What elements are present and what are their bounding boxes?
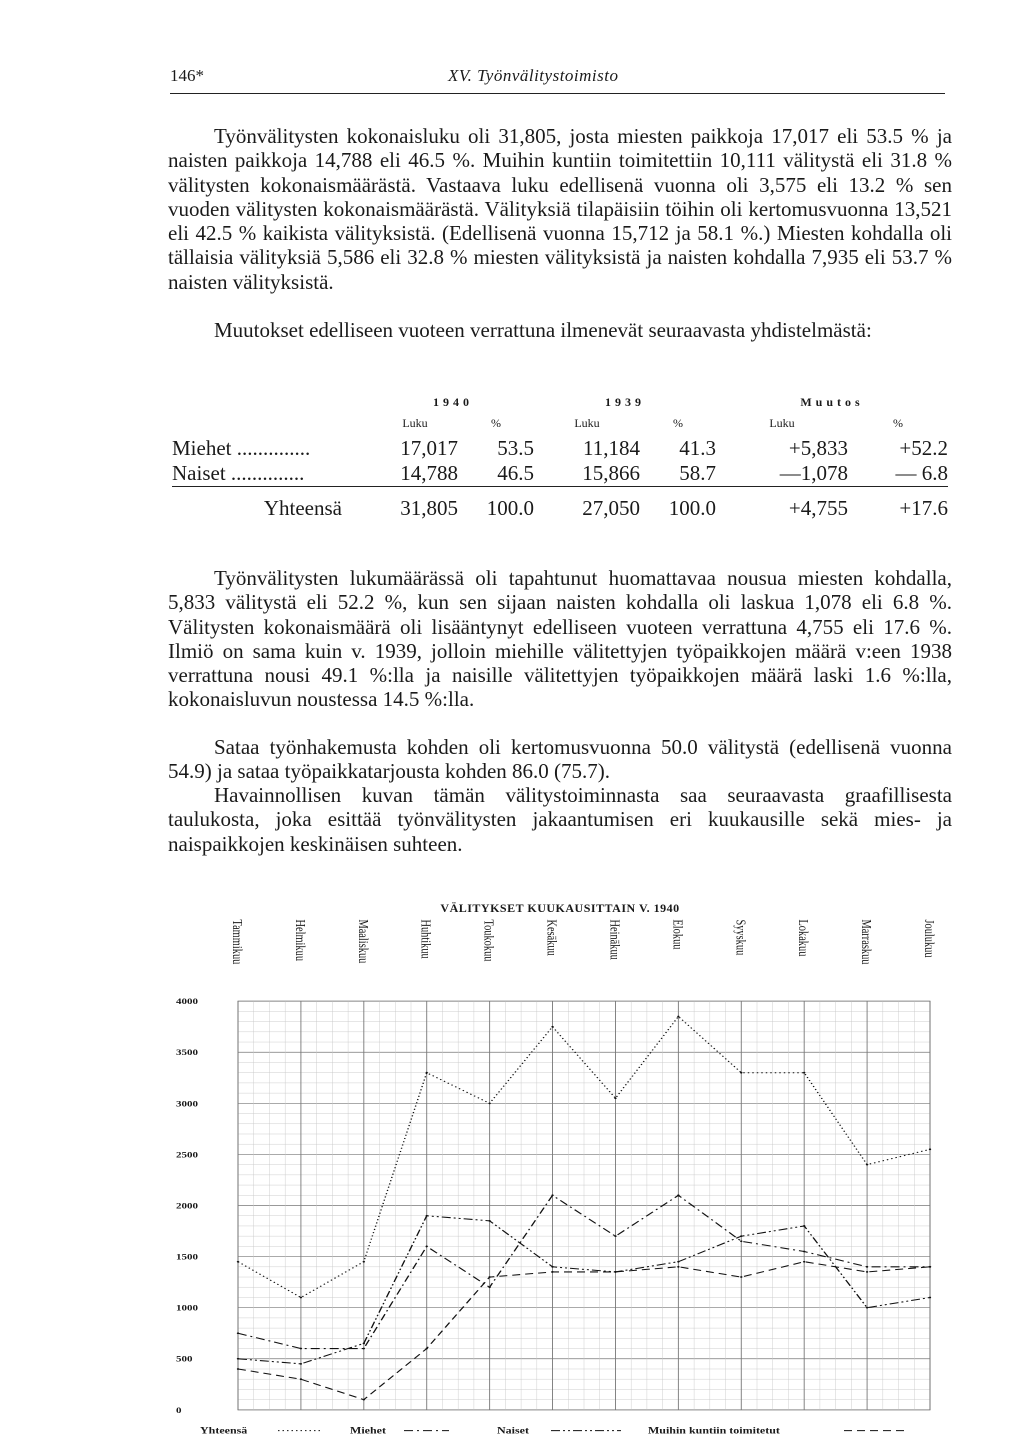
series-point <box>237 1261 239 1263</box>
row-label: Naiset .............. <box>172 461 305 485</box>
series-point <box>866 1307 868 1309</box>
header-rule <box>170 93 945 94</box>
series-point <box>929 1297 931 1299</box>
cell: +4,755 <box>716 487 848 522</box>
series-point <box>929 1266 931 1268</box>
month-label: Tammikuu <box>229 919 246 965</box>
cell: 53.5 <box>497 436 534 460</box>
series-point <box>740 1235 742 1237</box>
series-point <box>551 1194 553 1196</box>
cell: 100.0 <box>458 487 534 522</box>
series-line <box>238 1016 930 1297</box>
y-tick-label: 3500 <box>176 1048 198 1058</box>
legend-label: Muihin kuntiin toimitetut <box>647 1426 780 1437</box>
cell: 46.5 <box>497 461 534 485</box>
table-year-row <box>172 380 948 410</box>
series-line <box>238 1262 930 1400</box>
chart-grid <box>238 1001 930 1410</box>
paragraph-3: Työnvälitysten lukumäärässä oli tapahtunut huomattavaa nousua miesten kohdalla, 5,833 välitystä eli 52.2 %, kun sen sijaan naisten kohdalla oli laskua 1,078 eli 6.8 %. Välitysten kokonaismäärä oli lisääntynyt edelliseen vuoteen verrattuna 4,755 eli 17.6 %. Ilmiö on sama kuin v. 1939, jolloin miehille välitettyjen työpaikkojen määrä v:een 1938 verrattuna nousi 49.1 %:lla ja naisille välitettyjen työpaikkojen määrä laski 1.6 %:lla, kokonaisluvun noustessa 14.5 %:lla. <box>168 566 952 712</box>
chart-title: VÄLITYKSET KUUKAUSITTAIN V. 1940 <box>440 901 680 915</box>
cell: +52.2 <box>899 436 948 460</box>
series-point <box>488 1286 490 1288</box>
subheader: Luku <box>574 415 600 430</box>
series-point <box>237 1332 239 1334</box>
series-point <box>677 1266 679 1268</box>
month-label: Syyskuu <box>732 919 749 956</box>
series-point <box>426 1245 428 1247</box>
cell: — 6.8 <box>895 461 948 485</box>
month-label: Marraskuu <box>858 919 875 965</box>
cell: 100.0 <box>640 487 716 522</box>
running-title: XV. Työnvälitystoimisto <box>448 66 619 85</box>
series-point <box>363 1348 365 1350</box>
page-number: 146* <box>170 66 204 85</box>
cell: 15,866 <box>582 461 640 485</box>
legend-label: Miehet <box>350 1426 386 1437</box>
series-point <box>677 1194 679 1196</box>
page-header <box>170 66 945 94</box>
series-point <box>300 1363 302 1365</box>
month-label: Helmikuu <box>292 919 309 962</box>
series-point <box>866 1266 868 1268</box>
y-tick-label: 2000 <box>176 1201 198 1212</box>
subheader: % <box>491 415 501 430</box>
cell: 11,184 <box>583 436 640 460</box>
y-tick-labels <box>176 997 198 1415</box>
paragraph-4: Sataa työnhakemusta kohden oli kertomusvuonna 50.0 välitystä (edellisenä vuonna 54.9) ja sataa työpaikkatarjousta kohden 86.0 (75.7). <box>168 735 952 784</box>
series-point <box>237 1368 239 1370</box>
subheader: % <box>893 415 903 430</box>
cell: —1,078 <box>779 461 848 485</box>
y-tick-label: 500 <box>176 1354 193 1365</box>
paragraph-2: Muutokset edelliseen vuoteen verrattuna ilmenevät seuraavasta yhdistelmästä: <box>214 318 872 342</box>
year-1939: 1939 <box>605 395 645 409</box>
y-tick-label: 1500 <box>176 1252 198 1263</box>
month-labels <box>230 919 938 964</box>
plot-frame <box>238 1001 930 1410</box>
cell: 31,805 <box>372 487 458 522</box>
paragraph-1: Työnvälitysten kokonaisluku oli 31,805, josta miesten paikkoja 17,017 eli 53.5 % ja naisten paikkoja 14,788 eli 46.5 %. Muihin kuntiin toimitettiin 10,111 välitystä eli 31.8 % välitysten kokonaismäärästä. Vastaava luku edellisenä vuonna oli 3,575 eli 13.2 % sen vuoden välitysten kokonaismäärästä. Välityksiä tilapäisiin töihin oli kertomusvuonna 13,521 eli 42.5 % kaikista välityksistä. (Edellisenä vuonna 15,712 ja 58.1 %.) Miesten kohdalla oli tällaisia välityksiä 5,586 eli 32.8 % miesten välityksistä ja naisten kohdalla 7,935 eli 53.7 % naisten välityksistä. <box>168 124 952 294</box>
table-row <box>172 436 948 461</box>
month-label: Maaliskuu <box>355 919 372 964</box>
series-point <box>740 1072 742 1074</box>
series-point <box>488 1220 490 1222</box>
cell: 58.7 <box>679 461 716 485</box>
series-point <box>677 1261 679 1263</box>
month-label: Kesäkuu <box>544 919 561 956</box>
series-point <box>803 1251 805 1253</box>
cell: +5,833 <box>788 436 848 460</box>
subheader: % <box>673 415 683 430</box>
series-point <box>426 1215 428 1217</box>
year-muutos: Muutos <box>800 395 864 409</box>
series-point <box>740 1276 742 1278</box>
series-point <box>426 1348 428 1350</box>
series-point <box>551 1266 553 1268</box>
series-point <box>300 1378 302 1380</box>
y-tick-label: 0 <box>176 1406 182 1416</box>
series-point <box>551 1026 553 1028</box>
series-point <box>866 1271 868 1273</box>
series-point <box>300 1297 302 1299</box>
y-tick-label: 4000 <box>176 997 198 1007</box>
total-label: Yhteensä <box>172 487 372 522</box>
cell: 14,788 <box>400 461 458 485</box>
series-point <box>614 1235 616 1237</box>
month-label: Lokakuu <box>795 919 812 957</box>
series-point <box>551 1271 553 1273</box>
series-point <box>740 1240 742 1242</box>
series-point <box>426 1072 428 1074</box>
series-point <box>677 1016 679 1018</box>
series-point <box>488 1102 490 1104</box>
paragraph-5: Havainnollisen kuvan tämän välitystoiminnasta saa seuraavasta graafillisesta taulukosta, joka esittää työnvälitysten jakaantumisen eri kuukausille sekä mies- ja naispaikkojen keskinäisen suhteen. <box>168 783 952 856</box>
series-point <box>866 1164 868 1166</box>
series-point <box>614 1271 616 1273</box>
cell: +17.6 <box>848 487 948 522</box>
series-point <box>614 1271 616 1273</box>
month-label: Joulukuu <box>921 919 938 958</box>
series-point <box>363 1399 365 1401</box>
year-1940: 1940 <box>433 395 473 409</box>
series-point <box>300 1348 302 1350</box>
series-point <box>929 1266 931 1268</box>
series-point <box>488 1276 490 1278</box>
series-line <box>238 1195 930 1348</box>
series-lines <box>237 1016 931 1401</box>
month-label: Toukokuu <box>481 919 498 962</box>
cell: 17,017 <box>400 436 458 460</box>
comparison-table <box>172 380 948 521</box>
y-tick-label: 3000 <box>176 1099 198 1109</box>
subheader: Luku <box>402 415 428 430</box>
legend-label: Yhteensä <box>200 1426 248 1437</box>
table-total-row <box>172 487 948 522</box>
series-point <box>803 1261 805 1263</box>
series-point <box>929 1148 931 1150</box>
cell: 27,050 <box>534 487 640 522</box>
legend-label: Naiset <box>496 1426 529 1437</box>
month-label: Heinäkuu <box>607 919 623 960</box>
series-point <box>363 1261 365 1263</box>
month-label: Huhtikuu <box>418 919 435 959</box>
series-point <box>614 1097 616 1099</box>
series-line <box>238 1216 930 1364</box>
series-point <box>803 1072 805 1074</box>
series-point <box>237 1358 239 1360</box>
row-label: Miehet .............. <box>172 436 311 460</box>
series-point <box>803 1225 805 1227</box>
month-label: Elokuu <box>669 919 686 950</box>
table-subheader-row <box>172 410 948 436</box>
subheader: Luku <box>769 415 795 430</box>
y-tick-label: 2500 <box>176 1150 198 1160</box>
cell: 41.3 <box>679 436 716 460</box>
table-row <box>172 461 948 487</box>
chart-legend <box>200 1427 904 1436</box>
series-point <box>363 1343 365 1345</box>
chart-body <box>176 919 937 1436</box>
y-tick-label: 1000 <box>176 1303 198 1314</box>
